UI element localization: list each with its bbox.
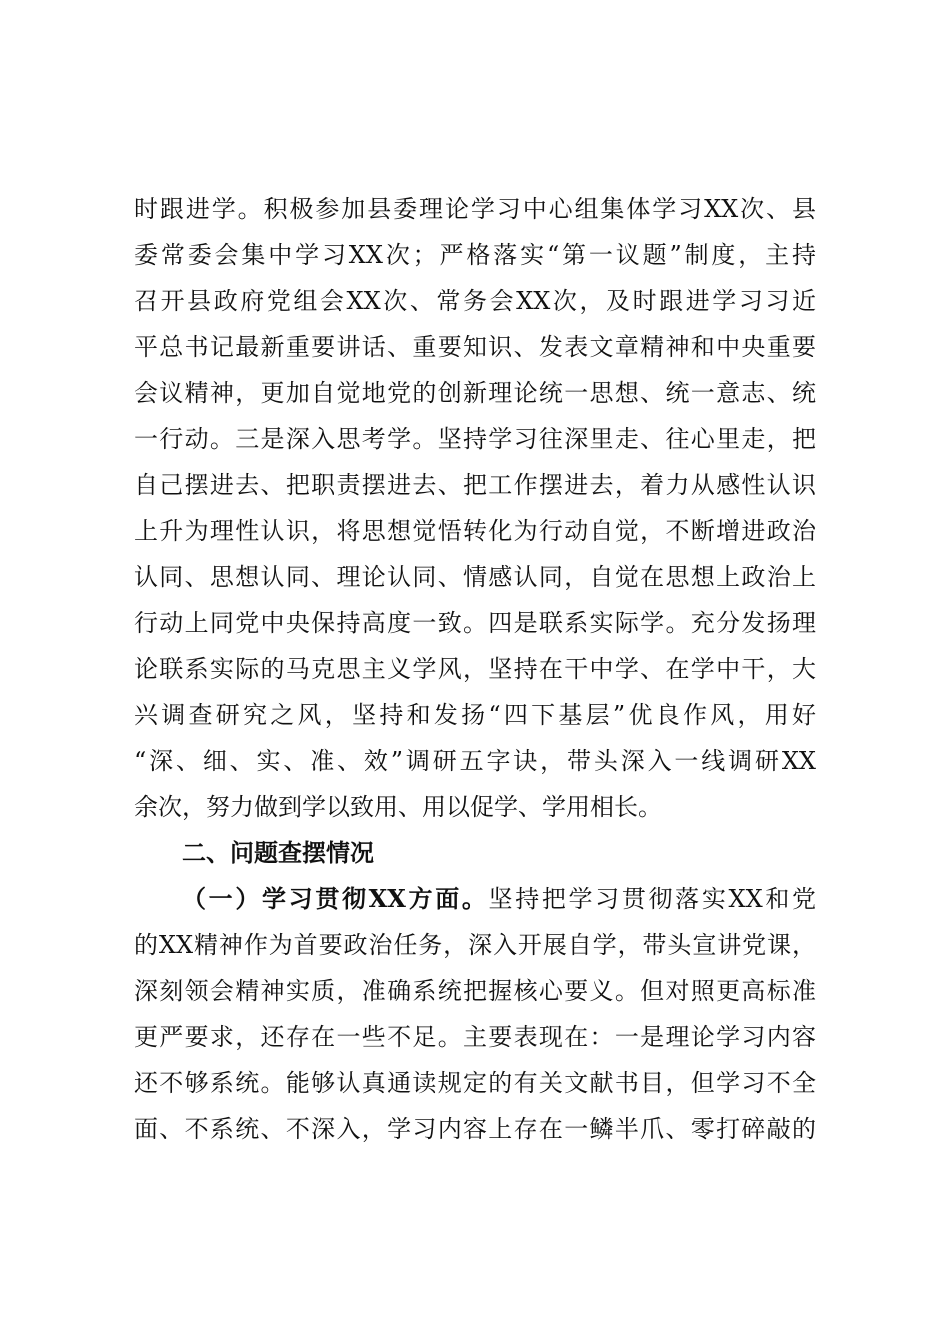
- paragraph-line: 平总书记最新重要讲话、重要知识、发表文章精神和中央重要: [134, 333, 816, 361]
- paragraph-line: 上升为理性认识，将思想觉悟转化为行动自觉，不断增进政治: [134, 517, 816, 545]
- paragraph-line: 认同、思想认同、理论认同、情感认同，自觉在思想上政治上: [134, 563, 816, 591]
- section-heading: 二、问题查摆情况: [182, 839, 374, 867]
- paragraph-line: 论联系实际的马克思主义学风，坚持在干中学、在学中干，大: [134, 655, 816, 683]
- subsection-title: （一）学习贯彻XX方面。: [182, 884, 489, 913]
- paragraph-line: 委常委会集中学习XX次；严格落实“第一议题”制度，主持: [134, 241, 816, 269]
- paragraph-line: 行动上同党中央保持高度一致。四是联系实际学。充分发扬理: [134, 609, 816, 637]
- paragraph-line: 深刻领会精神实质，准确系统把握核心要义。但对照更高标准: [134, 977, 816, 1005]
- paragraph-line: 兴调查研究之风，坚持和发扬“四下基层”优良作风，用好: [134, 701, 816, 729]
- paragraph-line: 面、不系统、不深入，学习内容上存在一鳞半爪、零打碎敲的: [134, 1115, 816, 1143]
- paragraph-line: 召开县政府党组会XX次、常务会XX次，及时跟进学习习近: [134, 287, 816, 315]
- paragraph-line: 自己摆进去、把职责摆进去、把工作摆进去，着力从感性认识: [134, 471, 816, 499]
- paragraph-line: 时跟进学。积极参加县委理论学习中心组集体学习XX次、县: [134, 195, 816, 223]
- paragraph-line: 会议精神，更加自觉地党的创新理论统一思想、统一意志、统: [134, 379, 816, 407]
- subsection-first-line: [182, 879, 816, 919]
- subsection-first-line-text: 坚持把学习贯彻落实XX和党: [488, 885, 816, 913]
- paragraph-line: 余次，努力做到学以致用、用以促学、学用相长。: [134, 793, 662, 821]
- paragraph-line: 一行动。三是深入思考学。坚持学习往深里走、往心里走，把: [134, 425, 816, 453]
- paragraph-line: 还不够系统。能够认真通读规定的有关文献书目，但学习不全: [134, 1069, 816, 1097]
- paragraph-line: “深、细、实、准、效”调研五字诀，带头深入一线调研XX: [134, 747, 816, 775]
- paragraph-line: 更严要求，还存在一些不足。主要表现在：一是理论学习内容: [134, 1023, 816, 1051]
- paragraph-line: 的XX精神作为首要政治任务，深入开展自学，带头宣讲党课，: [134, 931, 816, 959]
